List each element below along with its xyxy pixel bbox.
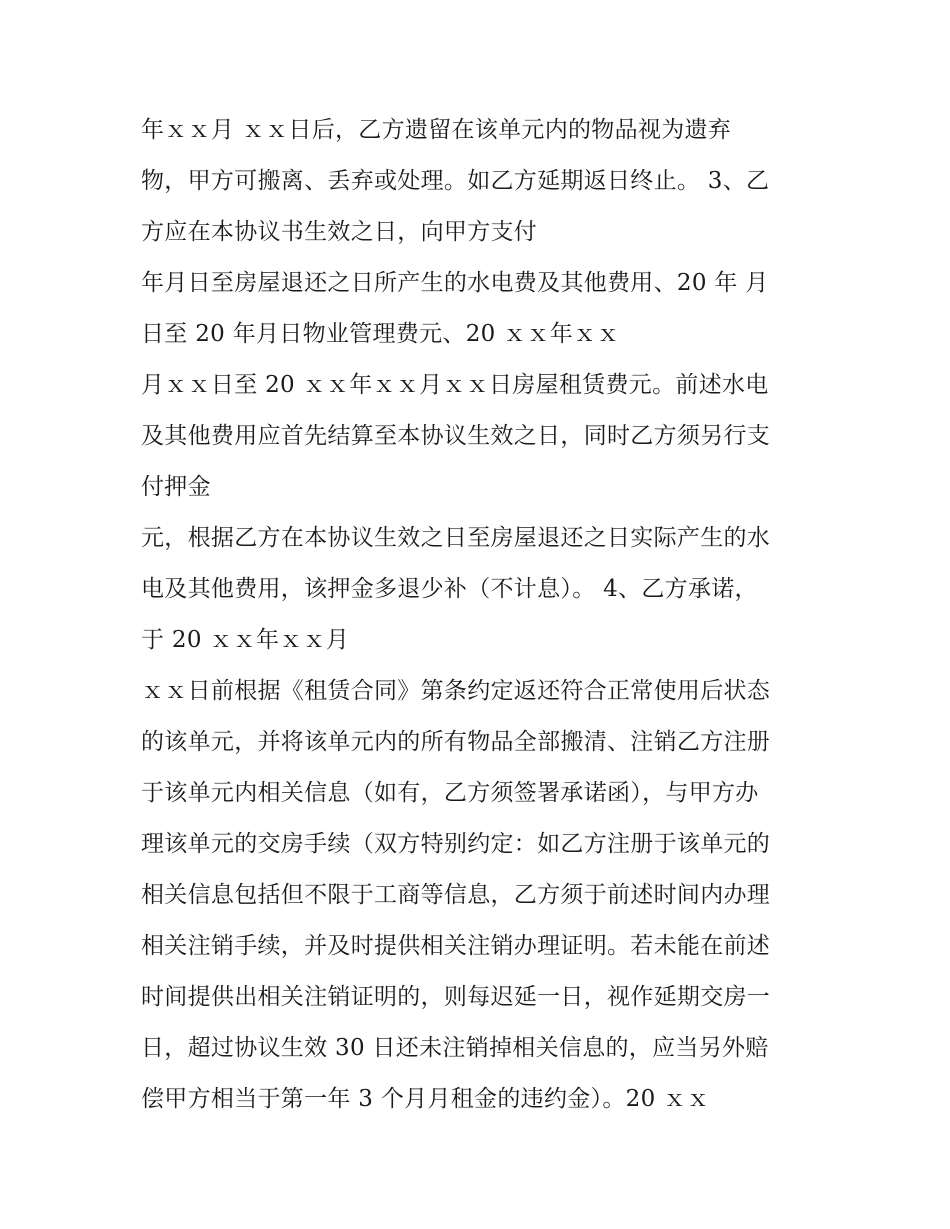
text-line: 于该单元内相关信息（如有，乙方须签署承诺函），与甲方办	[141, 780, 759, 806]
text-line: 相关信息包括但不限于工商等信息，乙方须于前述时间内办理	[141, 882, 771, 908]
text-line: 于 20 ｘｘ年ｘｘ月	[141, 627, 350, 653]
text-line: 及其他费用应首先结算至本协议生效之日，同时乙方须另行支	[141, 423, 771, 449]
text-line: 年ｘｘ月 ｘｘ日后，乙方遗留在该单元内的物品视为遗弃	[141, 117, 732, 143]
text-line: 物，甲方可搬离、丢弃或处理。如乙方延期返日终止。 3、乙	[141, 168, 770, 194]
text-line: 电及其他费用，该押金多退少补（不计息）。 4、乙方承诺，	[141, 576, 758, 602]
document-body	[141, 108, 821, 1128]
text-line: 时间提供出相关注销证明的，则每迟延一日，视作延期交房一	[141, 984, 771, 1010]
text-line: 月ｘｘ日至 20 ｘｘ年ｘｘ月ｘｘ日房屋租赁费元。前述水电	[141, 372, 769, 398]
text-line: 年月日至房屋退还之日所产生的水电费及其他费用、20 年 月	[141, 270, 769, 296]
text-line: 日至 20 年月日物业管理费元、20 ｘｘ年ｘｘ	[141, 321, 620, 347]
text-line: 偿甲方相当于第一年 3 个月月租金的违约金）。20 ｘｘ	[141, 1086, 710, 1112]
text-line: 方应在本协议书生效之日，向甲方支付	[141, 219, 538, 245]
text-line: 付押金	[141, 474, 211, 500]
text-line: 相关注销手续，并及时提供相关注销办理证明。若未能在前述	[141, 933, 771, 959]
text-line: 理该单元的交房手续（双方特别约定：如乙方注册于该单元的	[141, 831, 771, 857]
text-line: 的该单元，并将该单元内的所有物品全部搬清、注销乙方注册	[141, 729, 771, 755]
text-line: ｘｘ日前根据《租赁合同》第条约定返还符合正常使用后状态	[141, 678, 771, 704]
text-line: 元，根据乙方在本协议生效之日至房屋退还之日实际产生的水	[141, 525, 771, 551]
text-line: 日，超过协议生效 30 日还未注销掉相关信息的，应当另外赔	[141, 1035, 769, 1061]
